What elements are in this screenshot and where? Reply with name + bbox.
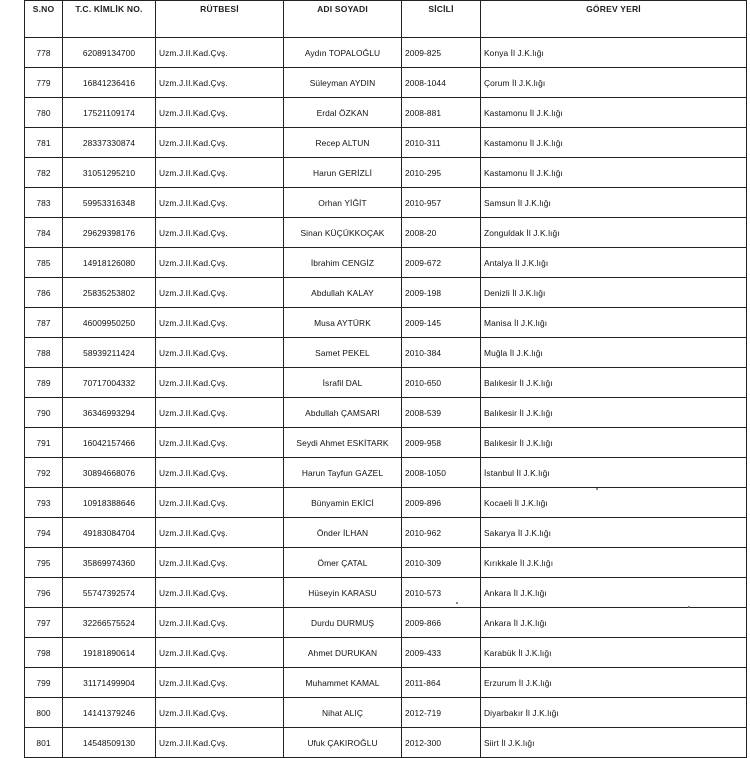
cell-duty-station: Antalya İl J.K.lığı	[481, 248, 747, 278]
cell-name: Ufuk ÇAKIROĞLU	[284, 728, 402, 758]
scan-speck	[688, 606, 690, 608]
cell-rank: Uzm.J.II.Kad.Çvş.	[156, 68, 284, 98]
table-row	[25, 368, 747, 398]
table-row	[25, 698, 747, 728]
cell-registry: 2010-957	[402, 188, 481, 218]
cell-name: Ahmet DURUKAN	[284, 638, 402, 668]
cell-rank: Uzm.J.II.Kad.Çvş.	[156, 578, 284, 608]
cell-duty-station: Konya İl J.K.lığı	[481, 38, 747, 68]
cell-rank: Uzm.J.II.Kad.Çvş.	[156, 548, 284, 578]
cell-sno: 783	[25, 188, 63, 218]
cell-sno: 795	[25, 548, 63, 578]
cell-duty-station: Çorum İl J.K.lığı	[481, 68, 747, 98]
cell-registry: 2008-881	[402, 98, 481, 128]
cell-sno: 796	[25, 578, 63, 608]
scan-speck	[596, 488, 598, 490]
table-row	[25, 128, 747, 158]
cell-name: Erdal ÖZKAN	[284, 98, 402, 128]
cell-name: Ömer ÇATAL	[284, 548, 402, 578]
cell-registry: 2010-309	[402, 548, 481, 578]
cell-rank: Uzm.J.II.Kad.Çvş.	[156, 158, 284, 188]
cell-duty-station: Siirt İl J.K.lığı	[481, 728, 747, 758]
cell-sno: 800	[25, 698, 63, 728]
cell-name: Abdullah ÇAMSARI	[284, 398, 402, 428]
cell-rank: Uzm.J.II.Kad.Çvş.	[156, 488, 284, 518]
cell-tc-id: 58939211424	[63, 338, 156, 368]
cell-rank: Uzm.J.II.Kad.Çvş.	[156, 428, 284, 458]
cell-registry: 2008-1044	[402, 68, 481, 98]
cell-tc-id: 31171499904	[63, 668, 156, 698]
table-row	[25, 68, 747, 98]
table-row	[25, 38, 747, 68]
cell-tc-id: 29629398176	[63, 218, 156, 248]
cell-rank: Uzm.J.II.Kad.Çvş.	[156, 218, 284, 248]
cell-name: İbrahim CENGİZ	[284, 248, 402, 278]
cell-sno: 778	[25, 38, 63, 68]
column-header-duty-station: GÖREV YERİ	[481, 1, 747, 38]
cell-registry: 2008-20	[402, 218, 481, 248]
personnel-list-sheet	[24, 0, 746, 758]
cell-tc-id: 28337330874	[63, 128, 156, 158]
column-header-rank: RÜTBESİ	[156, 1, 284, 38]
cell-sno: 779	[25, 68, 63, 98]
cell-tc-id: 14141379246	[63, 698, 156, 728]
table-row	[25, 578, 747, 608]
cell-name: Harun Tayfun GAZEL	[284, 458, 402, 488]
table-row	[25, 308, 747, 338]
cell-name: Seydi Ahmet ESKİTARK	[284, 428, 402, 458]
cell-registry: 2009-672	[402, 248, 481, 278]
cell-registry: 2011-864	[402, 668, 481, 698]
cell-duty-station: Sakarya İl J.K.lığı	[481, 518, 747, 548]
cell-registry: 2010-295	[402, 158, 481, 188]
cell-name: Sinan KÜÇÜKKOÇAK	[284, 218, 402, 248]
cell-name: Bünyamin EKİCİ	[284, 488, 402, 518]
cell-duty-station: Balıkesir İl J.K.lığı	[481, 428, 747, 458]
cell-sno: 792	[25, 458, 63, 488]
cell-sno: 784	[25, 218, 63, 248]
table-header	[25, 1, 747, 38]
cell-registry: 2009-825	[402, 38, 481, 68]
table-row	[25, 668, 747, 698]
cell-name: Orhan YİĞİT	[284, 188, 402, 218]
cell-rank: Uzm.J.II.Kad.Çvş.	[156, 38, 284, 68]
cell-tc-id: 19181890614	[63, 638, 156, 668]
cell-tc-id: 46009950250	[63, 308, 156, 338]
cell-duty-station: Kastamonu İl J.K.lığı	[481, 98, 747, 128]
table-row	[25, 518, 747, 548]
cell-duty-station: Kastamonu İl J.K.lığı	[481, 128, 747, 158]
cell-name: Süleyman AYDIN	[284, 68, 402, 98]
cell-sno: 786	[25, 278, 63, 308]
column-header-registry: SİCİLİ	[402, 1, 481, 38]
cell-sno: 787	[25, 308, 63, 338]
cell-tc-id: 55747392574	[63, 578, 156, 608]
cell-duty-station: Denizli İl J.K.lığı	[481, 278, 747, 308]
cell-registry: 2012-719	[402, 698, 481, 728]
table-row	[25, 608, 747, 638]
cell-registry: 2009-198	[402, 278, 481, 308]
cell-sno: 799	[25, 668, 63, 698]
cell-sno: 782	[25, 158, 63, 188]
header-row	[25, 1, 747, 38]
cell-name: Aydın TOPALOĞLU	[284, 38, 402, 68]
cell-tc-id: 30894668076	[63, 458, 156, 488]
cell-rank: Uzm.J.II.Kad.Çvş.	[156, 188, 284, 218]
cell-duty-station: Kocaeli İl J.K.lığı	[481, 488, 747, 518]
table-row	[25, 218, 747, 248]
cell-sno: 797	[25, 608, 63, 638]
table-row	[25, 248, 747, 278]
cell-registry: 2010-384	[402, 338, 481, 368]
cell-name: Samet PEKEL	[284, 338, 402, 368]
column-header-sno: S.NO	[25, 1, 63, 38]
cell-registry: 2010-650	[402, 368, 481, 398]
cell-rank: Uzm.J.II.Kad.Çvş.	[156, 398, 284, 428]
cell-rank: Uzm.J.II.Kad.Çvş.	[156, 518, 284, 548]
cell-duty-station: Balıkesir İl J.K.lığı	[481, 368, 747, 398]
table-row	[25, 338, 747, 368]
cell-name: Abdullah KALAY	[284, 278, 402, 308]
cell-name: Önder İLHAN	[284, 518, 402, 548]
cell-rank: Uzm.J.II.Kad.Çvş.	[156, 278, 284, 308]
cell-name: Durdu DURMUŞ	[284, 608, 402, 638]
cell-registry: 2009-958	[402, 428, 481, 458]
cell-rank: Uzm.J.II.Kad.Çvş.	[156, 608, 284, 638]
cell-name: Musa AYTÜRK	[284, 308, 402, 338]
cell-tc-id: 17521109174	[63, 98, 156, 128]
cell-duty-station: Kastamonu İl J.K.lığı	[481, 158, 747, 188]
table-row	[25, 398, 747, 428]
cell-tc-id: 35869974360	[63, 548, 156, 578]
table-row	[25, 488, 747, 518]
cell-registry: 2009-896	[402, 488, 481, 518]
cell-tc-id: 25835253802	[63, 278, 156, 308]
cell-rank: Uzm.J.II.Kad.Çvş.	[156, 248, 284, 278]
cell-rank: Uzm.J.II.Kad.Çvş.	[156, 638, 284, 668]
cell-registry: 2009-866	[402, 608, 481, 638]
cell-rank: Uzm.J.II.Kad.Çvş.	[156, 368, 284, 398]
cell-registry: 2010-573	[402, 578, 481, 608]
cell-registry: 2008-539	[402, 398, 481, 428]
scan-speck	[456, 602, 458, 604]
cell-registry: 2009-145	[402, 308, 481, 338]
table-body	[25, 38, 747, 758]
personnel-table	[24, 0, 747, 758]
cell-rank: Uzm.J.II.Kad.Çvş.	[156, 458, 284, 488]
cell-tc-id: 31051295210	[63, 158, 156, 188]
cell-sno: 788	[25, 338, 63, 368]
cell-tc-id: 14548509130	[63, 728, 156, 758]
column-header-name: ADI SOYADI	[284, 1, 402, 38]
cell-tc-id: 70717004332	[63, 368, 156, 398]
cell-rank: Uzm.J.II.Kad.Çvş.	[156, 98, 284, 128]
cell-tc-id: 16841236416	[63, 68, 156, 98]
cell-sno: 798	[25, 638, 63, 668]
cell-duty-station: Manisa İl J.K.lığı	[481, 308, 747, 338]
cell-duty-station: Ankara İl J.K.lığı	[481, 578, 747, 608]
cell-registry: 2009-433	[402, 638, 481, 668]
cell-name: Harun GERİZLİ	[284, 158, 402, 188]
table-row	[25, 428, 747, 458]
cell-rank: Uzm.J.II.Kad.Çvş.	[156, 128, 284, 158]
cell-sno: 801	[25, 728, 63, 758]
cell-duty-station: Ankara İl J.K.lığı	[481, 608, 747, 638]
cell-duty-station: Zonguldak İl J.K.lığı	[481, 218, 747, 248]
table-row	[25, 188, 747, 218]
cell-tc-id: 49183084704	[63, 518, 156, 548]
cell-duty-station: Kırıkkale İl J.K.lığı	[481, 548, 747, 578]
cell-name: Recep ALTUN	[284, 128, 402, 158]
cell-tc-id: 62089134700	[63, 38, 156, 68]
cell-duty-station: Muğla İl J.K.lığı	[481, 338, 747, 368]
cell-name: Nihat ALIÇ	[284, 698, 402, 728]
cell-rank: Uzm.J.II.Kad.Çvş.	[156, 338, 284, 368]
table-row	[25, 638, 747, 668]
cell-duty-station: Balıkesir İl J.K.lığı	[481, 398, 747, 428]
cell-sno: 789	[25, 368, 63, 398]
table-row	[25, 458, 747, 488]
cell-duty-station: Samsun İl J.K.lığı	[481, 188, 747, 218]
column-header-tc-id: T.C. KİMLİK NO.	[63, 1, 156, 38]
cell-rank: Uzm.J.II.Kad.Çvş.	[156, 698, 284, 728]
cell-sno: 793	[25, 488, 63, 518]
cell-sno: 791	[25, 428, 63, 458]
cell-registry: 2008-1050	[402, 458, 481, 488]
cell-duty-station: Erzurum İl J.K.lığı	[481, 668, 747, 698]
cell-sno: 780	[25, 98, 63, 128]
cell-name: Hüseyin KARASU	[284, 578, 402, 608]
cell-rank: Uzm.J.II.Kad.Çvş.	[156, 308, 284, 338]
cell-name: Muhammet KAMAL	[284, 668, 402, 698]
cell-duty-station: Karabük İl J.K.lığı	[481, 638, 747, 668]
cell-duty-station: İstanbul İl J.K.lığı	[481, 458, 747, 488]
cell-tc-id: 14918126080	[63, 248, 156, 278]
table-row	[25, 158, 747, 188]
cell-rank: Uzm.J.II.Kad.Çvş.	[156, 728, 284, 758]
table-row	[25, 728, 747, 758]
cell-tc-id: 10918388646	[63, 488, 156, 518]
table-row	[25, 548, 747, 578]
cell-sno: 785	[25, 248, 63, 278]
cell-tc-id: 36346993294	[63, 398, 156, 428]
cell-sno: 790	[25, 398, 63, 428]
table-row	[25, 278, 747, 308]
cell-tc-id: 16042157466	[63, 428, 156, 458]
cell-tc-id: 32266575524	[63, 608, 156, 638]
cell-sno: 781	[25, 128, 63, 158]
table-row	[25, 98, 747, 128]
cell-name: İsrafil DAL	[284, 368, 402, 398]
cell-registry: 2010-311	[402, 128, 481, 158]
cell-sno: 794	[25, 518, 63, 548]
cell-duty-station: Diyarbakır İl J.K.lığı	[481, 698, 747, 728]
cell-tc-id: 59953316348	[63, 188, 156, 218]
cell-registry: 2010-962	[402, 518, 481, 548]
cell-rank: Uzm.J.II.Kad.Çvş.	[156, 668, 284, 698]
cell-registry: 2012-300	[402, 728, 481, 758]
